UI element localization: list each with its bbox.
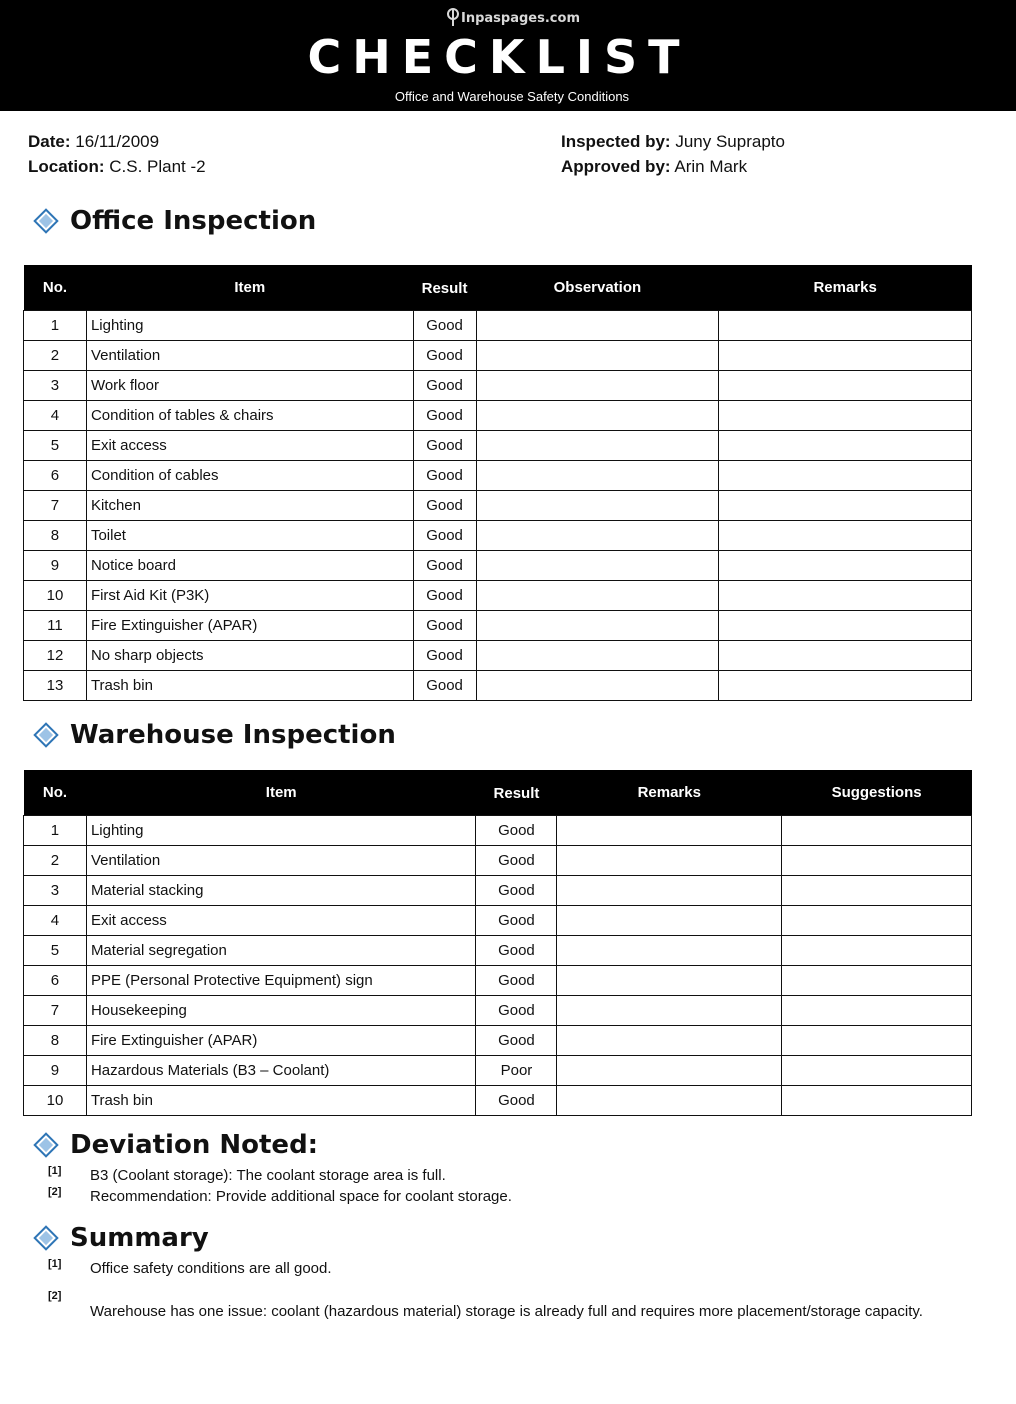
row-result: Good: [476, 995, 557, 1025]
row-result: Good: [413, 400, 476, 430]
row-item: Exit access: [86, 430, 413, 460]
row-number: 5: [24, 935, 87, 965]
row-empty-cell: [782, 875, 972, 905]
row-result: Good: [413, 580, 476, 610]
row-item: Exit access: [86, 905, 476, 935]
summary-section-title: Summary: [32, 1223, 209, 1253]
row-item: Ventilation: [86, 340, 413, 370]
row-empty-cell: [782, 1025, 972, 1055]
row-result: Good: [476, 845, 557, 875]
row-number: 5: [24, 430, 87, 460]
deviation-section-title: Deviation Noted:: [32, 1130, 318, 1160]
row-result: Good: [413, 490, 476, 520]
page-title: CHECKLIST: [307, 30, 691, 84]
row-result: Good: [476, 815, 557, 845]
col-header: Remarks: [557, 770, 782, 815]
row-empty-cell: [719, 400, 972, 430]
row-empty-cell: [476, 400, 719, 430]
warehouse-table: [23, 770, 972, 1116]
row-number: 3: [24, 875, 87, 905]
row-empty-cell: [782, 1085, 972, 1115]
row-empty-cell: [719, 640, 972, 670]
col-header: No.: [24, 265, 87, 310]
row-result: Good: [413, 550, 476, 580]
row-empty-cell: [476, 310, 719, 340]
row-empty-cell: [476, 670, 719, 700]
row-item: Trash bin: [86, 1085, 476, 1115]
row-result: Good: [413, 310, 476, 340]
table-row: [24, 640, 972, 670]
row-item: Lighting: [86, 815, 476, 845]
row-number: 4: [24, 400, 87, 430]
table-row: [24, 1055, 972, 1085]
row-result: Good: [476, 1025, 557, 1055]
row-empty-cell: [782, 995, 972, 1025]
row-empty-cell: [557, 995, 782, 1025]
row-empty-cell: [782, 905, 972, 935]
table-row: [24, 1085, 972, 1115]
row-item: No sharp objects: [86, 640, 413, 670]
row-item: Trash bin: [86, 670, 413, 700]
row-number: 10: [24, 1085, 87, 1115]
row-number: 9: [24, 550, 87, 580]
row-empty-cell: [557, 965, 782, 995]
meta-right: [561, 129, 785, 179]
row-empty-cell: [719, 520, 972, 550]
row-item: Housekeeping: [86, 995, 476, 1025]
row-number: 10: [24, 580, 87, 610]
row-item: Work floor: [86, 370, 413, 400]
table-row: [24, 815, 972, 845]
table-row: [24, 1025, 972, 1055]
row-result: Good: [413, 340, 476, 370]
row-item: Condition of tables & chairs: [86, 400, 413, 430]
row-empty-cell: [719, 490, 972, 520]
row-empty-cell: [476, 520, 719, 550]
brand-pin-icon: [446, 8, 460, 26]
col-header: Suggestions: [782, 770, 972, 815]
row-item: Lighting: [86, 310, 413, 340]
row-number: 7: [24, 490, 87, 520]
row-number: 7: [24, 995, 87, 1025]
row-empty-cell: [719, 670, 972, 700]
row-item: First Aid Kit (P3K): [86, 580, 413, 610]
row-empty-cell: [782, 935, 972, 965]
inspected-line: Inspected by: Juny Suprapto: [561, 132, 785, 151]
row-empty-cell: [476, 430, 719, 460]
table-row: [24, 430, 972, 460]
row-number: 12: [24, 640, 87, 670]
col-header: Item: [86, 770, 476, 815]
brand-text: Inpaspages.com: [461, 11, 580, 26]
row-item: Notice board: [86, 550, 413, 580]
row-item: Fire Extinguisher (APAR): [86, 610, 413, 640]
row-number: 1: [24, 815, 87, 845]
row-empty-cell: [476, 550, 719, 580]
table-row: [24, 550, 972, 580]
row-empty-cell: [782, 965, 972, 995]
diamond-icon: [32, 1224, 60, 1252]
row-empty-cell: [476, 640, 719, 670]
row-number: 1: [24, 310, 87, 340]
row-empty-cell: [719, 340, 972, 370]
row-empty-cell: [476, 370, 719, 400]
row-empty-cell: [557, 935, 782, 965]
col-header: Observation: [476, 265, 719, 310]
table-row: [24, 670, 972, 700]
row-empty-cell: [782, 815, 972, 845]
date-value: 16/11/2009: [75, 132, 160, 151]
col-header: Result: [413, 265, 476, 310]
table-row: [24, 935, 972, 965]
table-row: [24, 580, 972, 610]
row-result: Good: [413, 610, 476, 640]
table-row: [24, 845, 972, 875]
row-empty-cell: [557, 905, 782, 935]
table-row: [24, 610, 972, 640]
row-number: 6: [24, 460, 87, 490]
row-result: Good: [476, 875, 557, 905]
row-number: 3: [24, 370, 87, 400]
row-item: Ventilation: [86, 845, 476, 875]
table-row: [24, 995, 972, 1025]
row-empty-cell: [476, 490, 719, 520]
table-row: [24, 400, 972, 430]
approved-value: Arin Mark: [674, 157, 748, 176]
row-result: Good: [413, 430, 476, 460]
diamond-icon: [32, 721, 60, 749]
row-empty-cell: [557, 1025, 782, 1055]
brand-watermark: [0, 8, 1016, 26]
diamond-icon: [32, 207, 60, 235]
row-item: Condition of cables: [86, 460, 413, 490]
row-item: Material segregation: [86, 935, 476, 965]
table-row: [24, 965, 972, 995]
row-result: Good: [413, 670, 476, 700]
row-empty-cell: [719, 370, 972, 400]
diamond-icon: [32, 1131, 60, 1159]
row-item: Fire Extinguisher (APAR): [86, 1025, 476, 1055]
row-empty-cell: [719, 310, 972, 340]
row-empty-cell: [719, 550, 972, 580]
row-number: 8: [24, 520, 87, 550]
office-table: [23, 265, 972, 701]
office-section-title: Office Inspection: [32, 206, 316, 236]
row-empty-cell: [719, 430, 972, 460]
table-row: [24, 340, 972, 370]
table-row: [24, 460, 972, 490]
inspected-value: Juny Suprapto: [675, 132, 785, 151]
table-row: [24, 370, 972, 400]
table-row: [24, 520, 972, 550]
col-header: Remarks: [719, 265, 972, 310]
page-header: [0, 0, 1016, 111]
table-row: [24, 875, 972, 905]
row-number: 6: [24, 965, 87, 995]
row-empty-cell: [557, 875, 782, 905]
col-header: Result: [476, 770, 557, 815]
col-header: No.: [24, 770, 87, 815]
row-number: 2: [24, 845, 87, 875]
page-subtitle: Office and Warehouse Safety Conditions: [394, 89, 630, 104]
row-item: Kitchen: [86, 490, 413, 520]
table-row: [24, 905, 972, 935]
row-empty-cell: [782, 845, 972, 875]
row-result: Good: [413, 520, 476, 550]
row-empty-cell: [557, 1055, 782, 1085]
date-line: Date: 16/11/2009: [28, 132, 160, 151]
row-result: Good: [476, 1085, 557, 1115]
row-empty-cell: [782, 1055, 972, 1085]
row-result: Good: [476, 935, 557, 965]
location-line: Location: C.S. Plant -2: [28, 157, 206, 176]
row-empty-cell: [476, 580, 719, 610]
row-result: Good: [413, 640, 476, 670]
col-header: Item: [86, 265, 413, 310]
row-result: Good: [476, 905, 557, 935]
location-value: C.S. Plant -2: [109, 157, 206, 176]
row-item: Hazardous Materials (B3 – Coolant): [86, 1055, 476, 1085]
row-item: Material stacking: [86, 875, 476, 905]
warehouse-section-title: Warehouse Inspection: [32, 720, 396, 750]
row-empty-cell: [557, 1085, 782, 1115]
warehouse-table-header: [24, 770, 972, 815]
row-item: Toilet: [86, 520, 413, 550]
row-empty-cell: [719, 610, 972, 640]
row-result: Poor: [476, 1055, 557, 1085]
row-empty-cell: [476, 340, 719, 370]
meta-left: [28, 129, 206, 179]
table-row: [24, 490, 972, 520]
row-number: 9: [24, 1055, 87, 1085]
row-empty-cell: [719, 580, 972, 610]
office-table-header: [24, 265, 972, 310]
table-row: [24, 310, 972, 340]
row-empty-cell: [719, 460, 972, 490]
row-empty-cell: [557, 815, 782, 845]
approved-line: Approved by: Arin Mark: [561, 157, 748, 176]
row-result: Good: [413, 460, 476, 490]
row-number: 4: [24, 905, 87, 935]
row-number: 13: [24, 670, 87, 700]
row-number: 8: [24, 1025, 87, 1055]
row-empty-cell: [476, 460, 719, 490]
row-item: PPE (Personal Protective Equipment) sign: [86, 965, 476, 995]
row-number: 11: [24, 610, 87, 640]
row-empty-cell: [476, 610, 719, 640]
row-empty-cell: [557, 845, 782, 875]
row-result: Good: [413, 370, 476, 400]
row-number: 2: [24, 340, 87, 370]
row-result: Good: [476, 965, 557, 995]
